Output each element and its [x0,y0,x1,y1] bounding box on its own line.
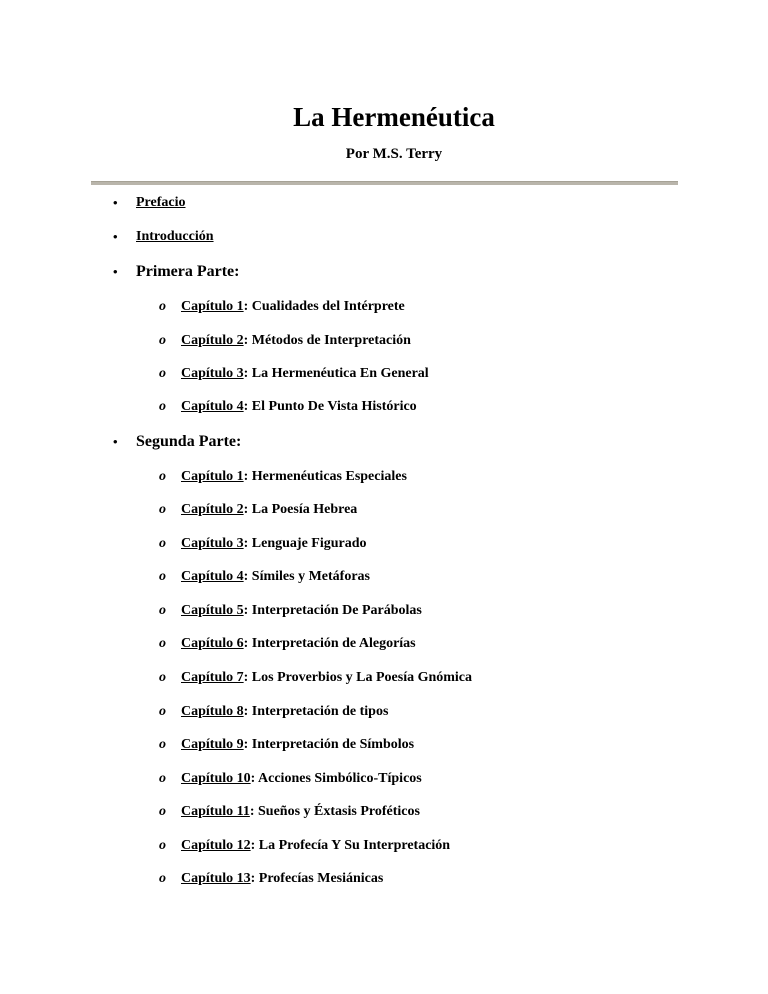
bullet-icon: • [113,434,118,449]
chapter-title: : Acciones Simbólico-Típicos [250,771,422,786]
sub-bullet-icon: o [159,502,166,517]
sub-bullet-icon: o [159,569,166,584]
chapter-title: : Hermenéuticas Especiales [243,469,407,484]
introduccion-link[interactable]: Introducción [136,229,214,244]
chapter-link[interactable]: Capítulo 7 [181,670,244,685]
chapter-link[interactable]: Capítulo 1 [181,299,244,314]
sub-bullet-icon: o [159,636,166,651]
chapter-link[interactable]: Capítulo 1 [181,469,244,484]
prefacio-link[interactable]: Prefacio [136,195,186,210]
sub-bullet-icon: o [159,333,166,348]
sub-bullet-icon: o [159,299,166,314]
sub-bullet-icon: o [159,771,166,786]
bullet-icon: • [113,195,118,210]
sub-bullet-icon: o [159,536,166,551]
bullet-icon: • [113,229,118,244]
chapter-link[interactable]: Capítulo 13 [181,871,251,886]
sub-bullet-icon: o [159,469,166,484]
chapter-link[interactable]: Capítulo 8 [181,704,244,719]
chapter-title: : Cualidades del Intérprete [243,299,405,314]
chapter-link[interactable]: Capítulo 11 [181,804,250,819]
chapter-title: : Los Proverbios y La Poesía Gnómica [243,670,473,685]
chapter-title: : El Punto De Vista Histórico [243,399,417,414]
sub-bullet-icon: o [159,737,166,752]
sub-bullet-icon: o [159,399,166,414]
document-author: Por M.S. Terry [345,146,443,162]
chapter-title: : Sueños y Éxtasis Proféticos [249,804,420,819]
chapter-title: : Interpretación de Alegorías [243,636,416,651]
chapter-link[interactable]: Capítulo 12 [181,838,251,853]
chapter-link[interactable]: Capítulo 2 [181,333,244,348]
chapter-link[interactable]: Capítulo 5 [181,603,244,618]
chapter-link[interactable]: Capítulo 2 [181,502,244,517]
chapter-link[interactable]: Capítulo 9 [181,737,244,752]
chapter-title: : Símiles y Metáforas [243,569,370,584]
chapter-title: : Interpretación de Símbolos [243,737,415,752]
part2-label: Segunda Parte: [136,433,242,450]
part1-label: Primera Parte: [136,263,240,280]
sub-bullet-icon: o [159,804,166,819]
chapter-title: : Profecías Mesiánicas [250,871,384,886]
chapter-title: : Interpretación De Parábolas [243,603,422,618]
sub-bullet-icon: o [159,871,166,886]
chapter-link[interactable]: Capítulo 4 [181,399,244,414]
sub-bullet-icon: o [159,366,166,381]
chapter-title: : Métodos de Interpretación [243,333,411,348]
chapter-link[interactable]: Capítulo 3 [181,536,244,551]
chapter-link[interactable]: Capítulo 6 [181,636,244,651]
chapter-link[interactable]: Capítulo 3 [181,366,244,381]
horizontal-rule [91,181,678,185]
chapter-title: : La Hermenéutica En General [243,366,429,381]
chapter-link[interactable]: Capítulo 4 [181,569,244,584]
chapter-title: : La Profecía Y Su Interpretación [250,838,451,853]
chapter-link[interactable]: Capítulo 10 [181,771,251,786]
bullet-icon: • [113,264,118,279]
chapter-title: : Interpretación de tipos [243,704,389,719]
document-title: La Hermenéutica [293,102,495,132]
sub-bullet-icon: o [159,670,166,685]
sub-bullet-icon: o [159,603,166,618]
sub-bullet-icon: o [159,838,166,853]
chapter-title: : Lenguaje Figurado [243,536,367,551]
chapter-title: : La Poesía Hebrea [243,502,358,517]
sub-bullet-icon: o [159,704,166,719]
